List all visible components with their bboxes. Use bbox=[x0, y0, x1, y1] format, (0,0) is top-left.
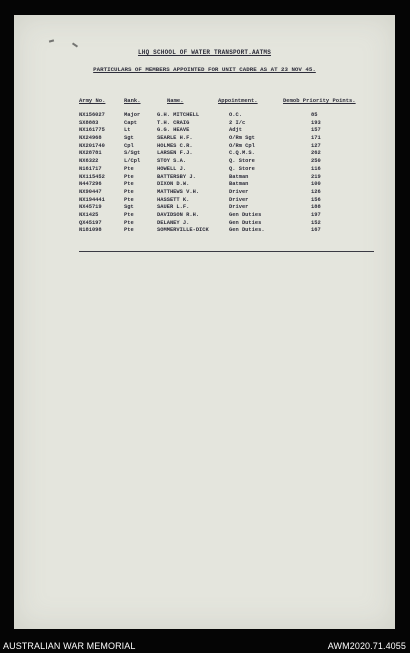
cell-rank: Lt bbox=[124, 127, 131, 134]
cell-points: 188 bbox=[311, 204, 321, 211]
cell-appointment: Batman bbox=[229, 181, 249, 188]
cell-army-no: NX156027 bbox=[79, 112, 105, 118]
cell-points: 193 bbox=[311, 119, 321, 126]
cell-name: G.G. HEAVE bbox=[157, 127, 190, 134]
cell-rank: Sgt bbox=[124, 135, 134, 142]
cell-rank: Pte bbox=[124, 181, 134, 188]
header-name: Name. bbox=[167, 97, 184, 104]
cell-army-no: NX45719 bbox=[79, 204, 102, 211]
cell-rank: S/Sgt bbox=[124, 150, 141, 157]
cell-army-no: N161717 bbox=[79, 165, 102, 172]
table-row bbox=[14, 112, 395, 120]
cell-appointment: O/Rm Cpl bbox=[229, 142, 255, 149]
document-page bbox=[14, 15, 395, 629]
cell-points: 262 bbox=[311, 150, 321, 157]
table-row bbox=[14, 166, 395, 174]
header-rank: Rank. bbox=[124, 97, 141, 104]
cell-points: 126 bbox=[311, 188, 321, 195]
cell-appointment: C.Q.M.S. bbox=[229, 150, 255, 157]
cell-appointment: Gen Duties. bbox=[229, 227, 265, 234]
cell-points: 171 bbox=[311, 135, 321, 142]
cell-name: STOY S.A. bbox=[157, 158, 187, 165]
cell-name: SAUER L.F. bbox=[157, 204, 190, 211]
cell-army-no: NX161775 bbox=[79, 127, 105, 134]
pen-mark bbox=[49, 39, 54, 42]
cell-appointment: Adjt bbox=[229, 127, 242, 134]
cell-rank: Cpl bbox=[124, 142, 134, 149]
table-row bbox=[14, 204, 395, 212]
cell-name: SEARLE H.F. bbox=[157, 135, 193, 142]
cell-army-no: NX6322 bbox=[79, 158, 99, 165]
cell-army-no: NX194441 bbox=[79, 196, 105, 203]
cell-name: DELANEY J. bbox=[157, 219, 190, 226]
cell-points: 157 bbox=[311, 127, 321, 134]
cell-name: G.H. MITCHELL bbox=[157, 112, 200, 118]
cell-name: HOWELL J. bbox=[157, 165, 187, 172]
cell-army-no: NX201740 bbox=[79, 142, 105, 149]
table-row bbox=[14, 227, 395, 235]
cell-name: T.H. CRAIG bbox=[157, 119, 190, 126]
members-table bbox=[14, 112, 395, 235]
pen-mark bbox=[72, 42, 78, 47]
cell-rank: Pte bbox=[124, 165, 134, 172]
table-row bbox=[14, 150, 395, 158]
cell-points: 250 bbox=[311, 158, 321, 165]
footer-accession-number: AWM2020.71.4055 bbox=[327, 641, 406, 651]
cell-rank: Sgt bbox=[124, 204, 134, 211]
table-row bbox=[14, 143, 395, 151]
cell-rank: Capt bbox=[124, 119, 137, 126]
cell-appointment: Driver bbox=[229, 196, 249, 203]
cell-rank: Pte bbox=[124, 173, 134, 180]
cell-name: SOMMERVILLE-DICK bbox=[157, 227, 209, 234]
cell-rank: Pte bbox=[124, 211, 134, 218]
cell-name: DAVIDSON R.H. bbox=[157, 211, 200, 218]
cell-points: 156 bbox=[311, 196, 321, 203]
cell-appointment: O.C. bbox=[229, 112, 242, 118]
cell-appointment: Gen Duties bbox=[229, 219, 262, 226]
document-subtitle: PARTICULARS OF MEMBERS APPOINTED FOR UNIT CADRE AS AT 23 NOV 45. bbox=[93, 66, 316, 73]
table-row bbox=[14, 212, 395, 220]
header-points: Demob Priority Points. bbox=[283, 97, 356, 104]
cell-army-no: NX24968 bbox=[79, 135, 102, 142]
cell-appointment: Gen Duties bbox=[229, 211, 262, 218]
cell-appointment: Batman bbox=[229, 173, 249, 180]
cell-rank: Pte bbox=[124, 196, 134, 203]
header-appointment: Appointment. bbox=[218, 97, 258, 104]
table-row bbox=[14, 135, 395, 143]
closing-rule bbox=[79, 251, 374, 252]
table-row bbox=[14, 120, 395, 128]
table-row bbox=[14, 189, 395, 197]
cell-army-no: SX8883 bbox=[79, 119, 99, 126]
cell-points: 85 bbox=[311, 112, 318, 118]
cell-points: 116 bbox=[311, 165, 321, 172]
cell-name: HASSETT K. bbox=[157, 196, 190, 203]
cell-appointment: Driver bbox=[229, 204, 249, 211]
cell-rank: Pte bbox=[124, 227, 134, 234]
cell-army-no: NX90447 bbox=[79, 188, 102, 195]
cell-appointment: O/Rm Sgt bbox=[229, 135, 255, 142]
cell-name: LARSEN F.J. bbox=[157, 150, 193, 157]
cell-rank: Major bbox=[124, 112, 141, 118]
table-row bbox=[14, 220, 395, 228]
cell-rank: L/Cpl bbox=[124, 158, 141, 165]
document-title: LHQ SCHOOL OF WATER TRANSPORT.AATMS bbox=[137, 49, 272, 56]
cell-army-no: NX1425 bbox=[79, 211, 99, 218]
cell-points: 219 bbox=[311, 173, 321, 180]
table-row bbox=[14, 127, 395, 135]
header-army-no: Army No. bbox=[79, 97, 106, 104]
cell-appointment: Q. Store bbox=[229, 165, 255, 172]
cell-army-no: NX115452 bbox=[79, 173, 105, 180]
table-row bbox=[14, 158, 395, 166]
cell-appointment: Driver bbox=[229, 188, 249, 195]
cell-appointment: 2 I/c bbox=[229, 119, 246, 126]
cell-points: 167 bbox=[311, 227, 321, 234]
cell-name: HOLMES C.R. bbox=[157, 142, 193, 149]
table-row bbox=[14, 174, 395, 182]
cell-army-no: N447296 bbox=[79, 181, 102, 188]
cell-name: BATTERSBY J. bbox=[157, 173, 196, 180]
cell-rank: Pte bbox=[124, 219, 134, 226]
cell-army-no: QX45197 bbox=[79, 219, 102, 226]
table-row bbox=[14, 181, 395, 189]
cell-points: 197 bbox=[311, 211, 321, 218]
cell-points: 127 bbox=[311, 142, 321, 149]
cell-points: 100 bbox=[311, 181, 321, 188]
cell-points: 152 bbox=[311, 219, 321, 226]
cell-rank: Pte bbox=[124, 188, 134, 195]
cell-name: MATTHEWS V.H. bbox=[157, 188, 200, 195]
table-row bbox=[14, 197, 395, 205]
cell-name: DIXON D.W. bbox=[157, 181, 190, 188]
cell-appointment: Q. Store bbox=[229, 158, 255, 165]
footer-institution: AUSTRALIAN WAR MEMORIAL bbox=[3, 641, 136, 651]
cell-army-no: NX28781 bbox=[79, 150, 102, 157]
cell-army-no: N181098 bbox=[79, 227, 102, 234]
